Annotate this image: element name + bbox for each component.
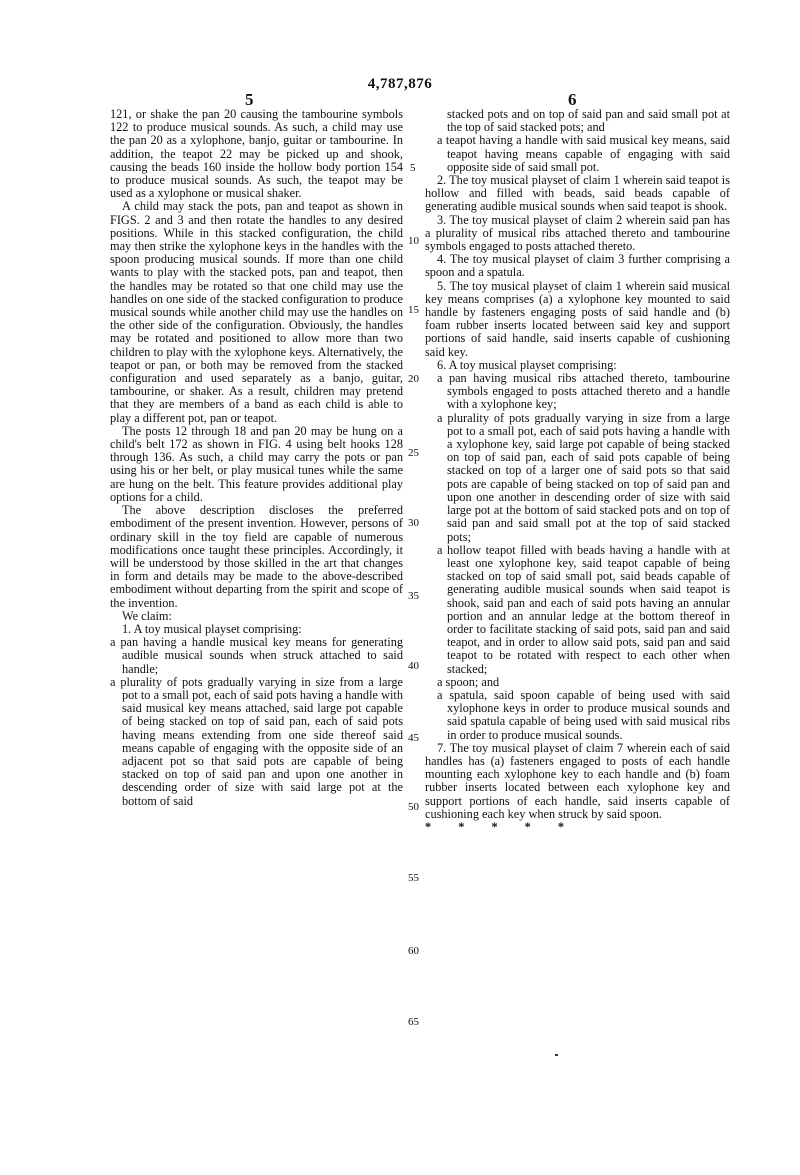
claim-element: a pan having a handle musical key means for generating audible musical sounds when struck attached to said handle; [110,635,403,676]
line-number: 30 [408,517,419,529]
speck-mark [555,1054,558,1056]
right-column [425,108,730,834]
left-column-number: 5 [245,90,254,109]
claim-element: a plurality of pots gradually varying in size from a large pot to a small pot, each of said pots having a handle with a xylophone key, said large pot capable of being stacked on top of said pan, each of said pots capable of being stacked on top of a larger one of said pots so that said pots are capable of being stacked on top of said pan and upon one another in descending order of size with said large pot at the bottom of said stacked pots and on top of said pan and said small pot at the top of said stacked pots; [437,410,730,544]
claim-intro: 1. A toy musical playset comprising: [122,621,302,636]
claim-element: a pan having musical ribs attached thereto, tambourine symbols engaged to posts attached thereto and a handle with a xylophone key; [437,371,730,412]
claim: 3. The toy musical playset of claim 2 wherein said pan has a plurality of musical ribs attached thereto and tambourine symbols engaged to posts attached thereto. [425,212,730,254]
claim-element: a teapot having a handle with said musical key means, said teapot having means capable of engaging with said opposite side of said small pot. [437,133,730,174]
claim-element: a plurality of pots gradually varying in size from a large pot to a small pot, each of said pots having a handle with said musical key means attached, said large pot capable of being stacked on top of said pan, each of said pots having means extending from one side thereof said means capable of engaging with the opposite side of an adjacent pot so that said pots are capable of being stacked on top of said pan and upon one another in descending order of size with said large pot at the bottom of said [110,674,403,808]
line-number: 65 [408,1016,419,1028]
line-number: 15 [408,304,419,316]
line-number: 10 [408,235,419,247]
right-column-number: 6 [568,90,577,109]
claim: 7. The toy musical playset of claim 7 wherein each of said handles has (a) fasteners engaged to posts of each handle mounting each xylophone key to each handle and (b) foam rubber inserts located between each xylophone key and support portions of each handle, said inserts capable of cushioning each key when struck by said spoon. [425,740,730,821]
claim-element: a hollow teapot filled with beads having a handle with at least one xylophone key, said teapot capable of being stacked on top of said small pot, said beads capable of generating audible musical sounds when said teapot is shook, said pan and each of said pots having an annular portion and an annular ledge at the bottom thereof in order to facilitate stacking of said pots, said pan and said teapot, and in order to allow said pots, said pan and said teapot to be rotated with respect to each other when stacked; [437,542,730,676]
description-paragraph: The above description discloses the preferred embodiment of the present invention. However, persons of ordinary skill in the toy field are capable of numerous modifications once taught these principles. Accordingly, it will be understood by those skilled in the art that changes in form and details may be made to the above-described embodiment without departing from the spirit and scope of the invention. [110,503,403,610]
line-number: 40 [408,660,419,672]
line-number: 55 [408,872,419,884]
claim-intro: 6. A toy musical playset comprising: [437,357,617,372]
description-paragraph: A child may stack the pots, pan and teapot as shown in FIGS. 2 and 3 and then rotate the handles to any desired positions. While in this stacked configuration, the child may then strike the xylophone keys in the handles with the spoon producing musical sounds. If more than one child wants to play with the stacked pots, pan and teapot, then the handles may be rotated so that one child may use the handles on one side of the stacked configuration to produce musical sounds while another child may use the handles on the other side of the configuration. Obviously, the handles may be rotated and positioned to allow more than two children to play with the xylophone keys. Alternatively, the teapot or pan, or both may be removed from the stacked configuration and used separately as a banjo, guitar, tambourine, or shaker. As a result, children may pretend that they are members of a band as each child is able to play a different pot, pan or teapot. [110,199,403,425]
description-paragraph: 121, or shake the pan 20 causing the tambourine symbols 122 to produce musical sounds. As such, a child may use the pan 20 as a xylophone, banjo, guitar or tambourine. In addition, the teapot 22 may be picked up and shook, causing the beads 160 inside the hollow body portion 154 to produce musical sounds. As such, the teapot may be used as a xylophone or musical shaker. [110,107,403,201]
claim: 4. The toy musical playset of claim 3 further comprising a spoon and a spatula. [425,252,730,280]
patent-number: 4,787,876 [367,76,433,92]
claim-element-continued: stacked pots and on top of said pan and said small pot at the top of said stacked pots; and [447,107,730,135]
line-number: 45 [408,732,419,744]
claim-element: a spatula, said spoon capable of being used with said xylophone keys in order to produce musical sounds and said spatula capable of being used with said musical ribs in order to produce musical sounds. [437,687,730,742]
line-number: 50 [408,801,419,813]
description-paragraph: The posts 12 through 18 and pan 20 may be hung on a child's belt 172 as shown in FIG. 4 using belt hooks 128 through 136. As such, a child may carry the pots or pan using his or her belt, or play musical tunes while the same are hung on the belt. This feature provides additional play options for a child. [110,423,403,504]
line-number: 60 [408,945,419,957]
line-number: 25 [408,447,419,459]
left-column [110,108,403,808]
line-number: 20 [408,373,419,385]
end-marks: * * * * * [425,819,577,834]
claim: 2. The toy musical playset of claim 1 wherein said teapot is hollow and filled with beads, said beads capable of generating audible musical sounds when said teapot is shook. [425,173,730,214]
we-claim-heading: We claim: [122,608,172,623]
claim: 5. The toy musical playset of claim 1 wherein said musical key means comprises (a) a xylophone key mounted to said handle by fasteners engaging posts of said handle and (b) foam rubber inserts located between said key and support portions of said handle, said inserts capable of cushioning said key. [425,278,730,359]
line-number: 5 [410,162,416,174]
line-number: 35 [408,590,419,602]
claim-element: a spoon; and [437,674,500,689]
